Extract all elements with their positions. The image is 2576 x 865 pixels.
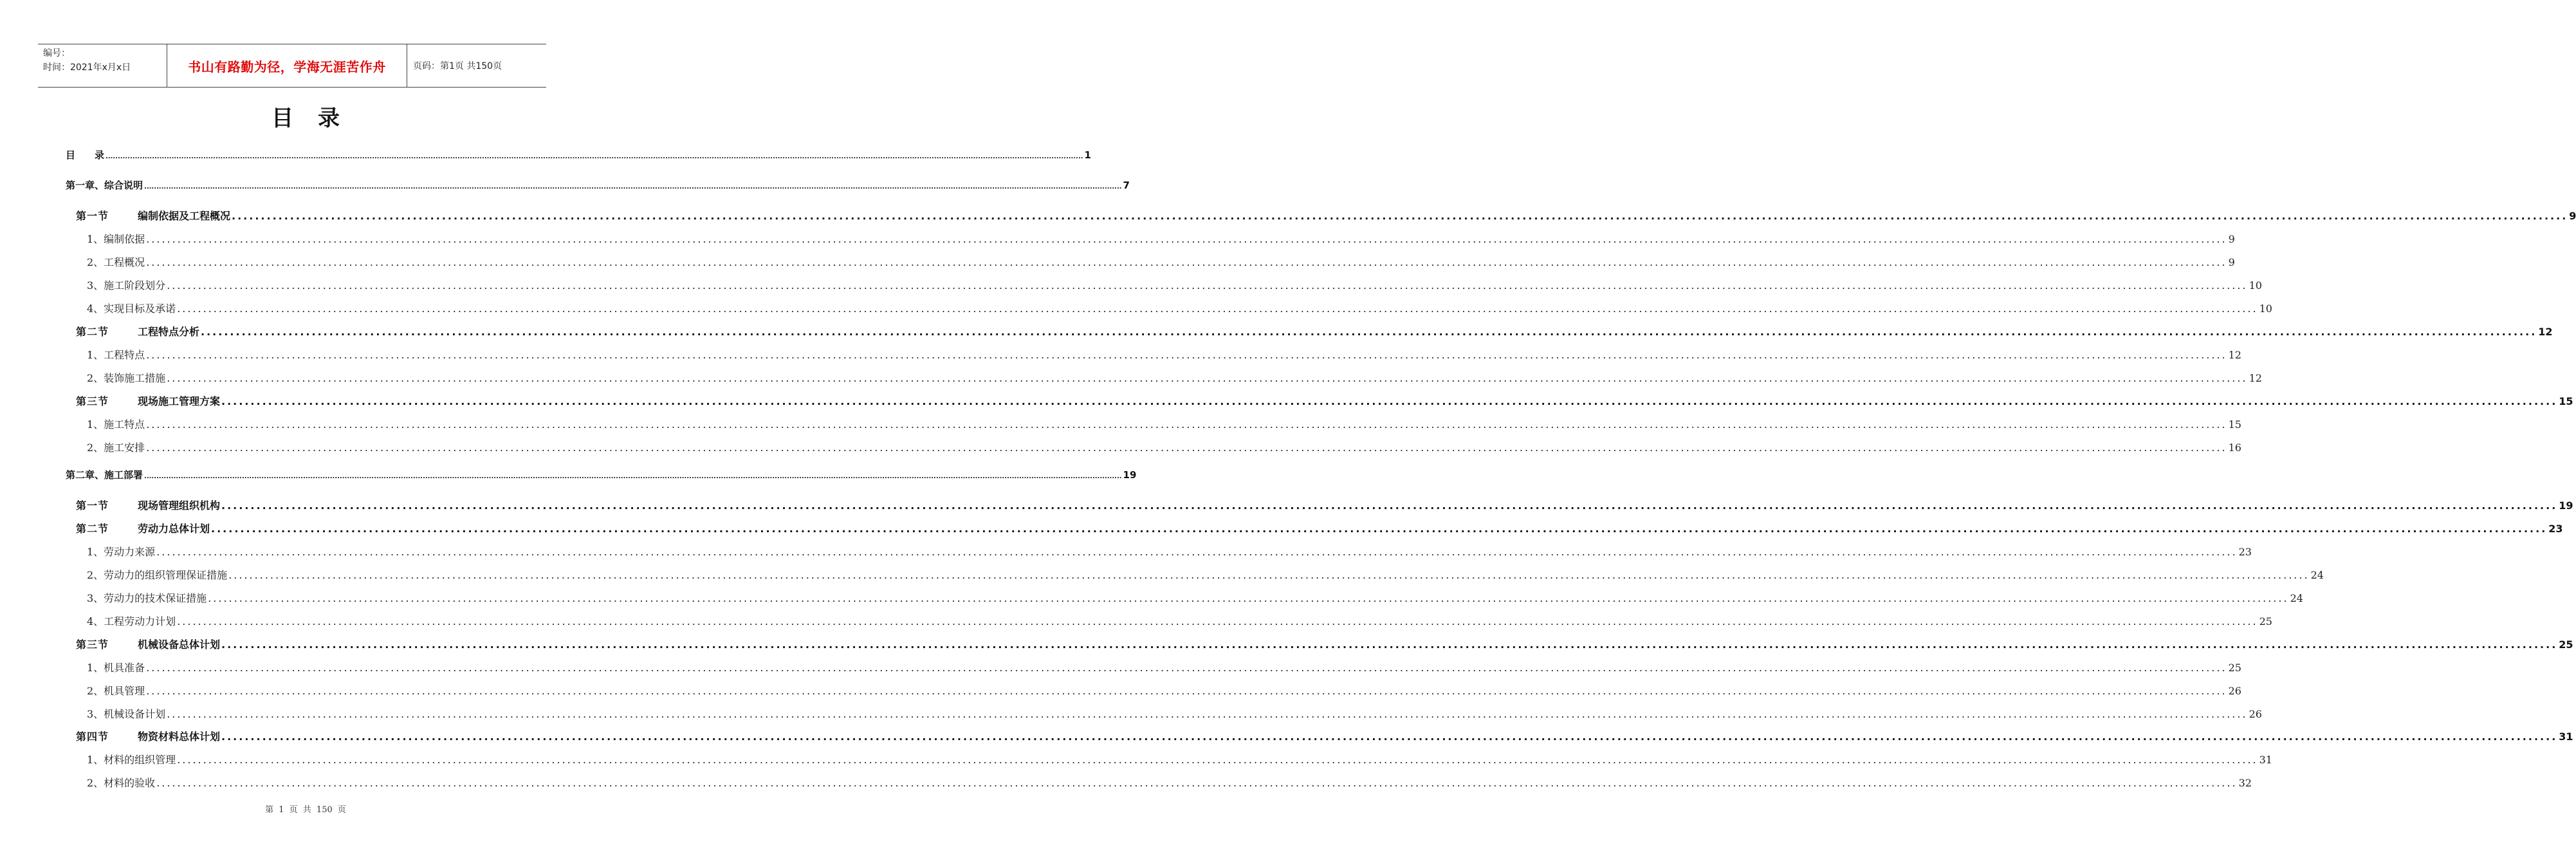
toc-leader-dots: ................................................................................................................................................................................................................................................................................................................................................................................................................ [221,395,2558,407]
toc-page-number: 19 [2559,499,2573,512]
toc-entry[interactable] [76,208,2576,223]
toc-entry-label: 1、机具准备 [87,662,145,674]
toc-leader-dots: ................................................................................................................................................................................................................................................................................................................................................................................................................ [146,233,2227,245]
toc-leader-dots: ................................................................................................................................................................................................................................................................................................................................................................................................................ [144,183,1122,191]
toc-entry-heading [76,637,220,651]
toc-section-number: 第一节 [76,499,109,512]
toc-page-number: 24 [2290,592,2303,604]
toc-entry-label: 1、工程特点 [87,349,145,361]
toc-entry-label: 1、劳动力来源 [87,546,156,558]
toc-leader-dots: ................................................................................................................................................................................................................................................................................................................................................................................................................ [177,754,2258,766]
toc-entry-label: 3、施工阶段划分 [87,279,166,292]
toc-leader-dots: ................................................................................................................................................................................................................................................................................................................................................................................................................ [146,442,2227,454]
toc-page-number: 23 [2238,546,2252,558]
toc-page-number: 25 [2259,615,2272,628]
toc-page-number: 7 [1123,180,1130,191]
toc-entry[interactable] [76,498,2573,512]
toc-leader-dots: ................................................................................................................................................................................................................................................................................................................................................................................................................ [208,592,2289,604]
toc-section-number: 第二节 [76,523,109,535]
toc-entry[interactable] [87,613,2272,628]
toc-entry-heading [76,498,220,512]
toc-entry-heading [76,521,210,535]
page-title: 目录 [271,106,364,131]
toc-entry-label: 目 录 [66,149,105,161]
toc-page-number: 12 [2538,326,2553,338]
toc-entry[interactable] [87,775,2252,790]
toc-page-number: 10 [2249,279,2262,292]
toc-entry[interactable] [66,178,1130,192]
toc-entry-label: 3、劳动力的技术保证措施 [87,592,207,604]
toc-section-number: 第三节 [76,638,109,651]
toc-entry[interactable] [76,729,2573,743]
toc-page-number: 15 [2228,418,2241,431]
toc-entry-label: 2、材料的验收 [87,777,156,789]
toc-entry[interactable] [87,277,2262,292]
toc-leader-dots: ................................................................................................................................................................................................................................................................................................................................................................................................................ [167,372,2248,384]
toc-entry-label: 1、编制依据 [87,233,145,245]
toc-entry-label: 第一章、综合说明 [66,180,143,191]
toc-leader-dots: ................................................................................................................................................................................................................................................................................................................................................................................................................ [156,546,2238,558]
header-meta [38,44,167,87]
toc-page-number: 24 [2310,569,2324,581]
toc-section-number: 第二节 [76,326,109,338]
toc-entry[interactable] [87,660,2241,674]
toc-page-number: 10 [2259,302,2272,315]
toc-entry-label: 2、劳动力的组织管理保证措施 [87,569,228,581]
toc-entry-label: 物资材料总体计划 [138,730,221,743]
toc-leader-dots: ................................................................................................................................................................................................................................................................................................................................................................................................................ [146,685,2227,697]
toc-entry-heading [76,324,199,339]
toc-entry-label: 4、工程劳动力计划 [87,615,176,628]
toc-entry-label: 现场施工管理方案 [138,395,221,407]
header-motto: 书山有路勤为径，学海无涯苦作舟 [167,44,407,87]
toc-entry-label: 编制依据及工程概况 [138,210,231,222]
toc-section-number: 第三节 [76,395,109,407]
toc-entry[interactable] [87,706,2262,721]
toc-entry-heading [76,208,230,223]
toc-entry[interactable] [76,637,2573,651]
toc-leader-dots: ................................................................................................................................................................................................................................................................................................................................................................................................................ [221,638,2558,651]
toc-entry-label: 1、材料的组织管理 [87,754,176,766]
toc-page-number: 1 [1084,149,1091,161]
toc-entry-label: 机械设备总体计划 [138,638,221,651]
toc-leader-dots: ................................................................................................................................................................................................................................................................................................................................................................................................................ [232,210,2568,222]
toc-leader-dots: ................................................................................................................................................................................................................................................................................................................................................................................................................ [221,499,2558,512]
toc-page-number: 23 [2548,523,2563,535]
toc-leader-dots: ................................................................................................................................................................................................................................................................................................................................................................................................................ [228,569,2310,581]
toc-page-number: 12 [2249,372,2262,384]
toc-leader-dots: ................................................................................................................................................................................................................................................................................................................................................................................................................ [167,279,2248,292]
toc-page-number: 25 [2559,638,2573,651]
toc-leader-dots: ................................................................................................................................................................................................................................................................................................................................................................................................................ [146,418,2227,431]
toc-page-number: 15 [2559,395,2573,407]
toc-page-number: 31 [2259,754,2272,766]
toc-entry-label: 第二章、施工部署 [66,469,143,481]
toc-entry[interactable] [87,370,2262,385]
toc-entry-label: 现场管理组织机构 [138,499,221,512]
toc-leader-dots: ................................................................................................................................................................................................................................................................................................................................................................................................................ [177,302,2258,315]
toc-entry[interactable] [87,440,2241,454]
toc-section-number: 第四节 [76,730,109,743]
toc-leader-dots: ................................................................................................................................................................................................................................................................................................................................................................................................................ [167,708,2248,720]
toc-entry[interactable] [87,752,2272,767]
toc-entry-label: 4、实现目标及承诺 [87,302,176,315]
toc-leader-dots: ................................................................................................................................................................................................................................................................................................................................................................................................................ [177,615,2258,628]
toc-page-number: 16 [2228,442,2241,454]
toc-page-number: 9 [2569,210,2576,222]
toc-page-number: 9 [2228,256,2235,268]
toc-page-number: 19 [1123,469,1137,481]
toc-entry[interactable] [76,324,2553,339]
toc-leader-dots: ................................................................................................................................................................................................................................................................................................................................................................................................................ [211,523,2548,535]
toc-page-number: 9 [2228,233,2235,245]
toc-entry-label: 1、施工特点 [87,418,145,431]
toc-page-number: 25 [2228,662,2241,674]
time-label: 时间：2021年x月x日 [43,62,131,73]
toc-page-number: 26 [2228,685,2241,697]
header-page-info: 页码：第1页 共150页 [413,61,502,71]
toc-entry[interactable] [66,468,1137,481]
toc-entry-heading [76,393,220,408]
toc-entry[interactable] [87,301,2272,315]
toc-leader-dots: ................................................................................................................................................................................................................................................................................................................................................................................................................ [146,349,2227,361]
toc-page-number: 26 [2249,708,2262,720]
toc-leader-dots: ................................................................................................................................................................................................................................................................................................................................................................................................................ [146,662,2227,674]
page-footer: 第 1 页 共 150 页 [265,805,346,815]
toc-entry-label: 2、施工安排 [87,442,145,454]
toc-leader-dots: ................................................................................................................................................................................................................................................................................................................................................................................................................ [221,730,2558,743]
toc-entry[interactable] [87,544,2252,559]
toc-leader-dots: ................................................................................................................................................................................................................................................................................................................................................................................................................ [146,256,2227,268]
code-label: 编号： [43,48,70,59]
toc-entry[interactable] [87,254,2235,269]
toc-page-number: 12 [2228,349,2241,361]
toc-leader-dots: ................................................................................................................................................................................................................................................................................................................................................................................................................ [144,473,1122,480]
toc-entry-label: 工程特点分析 [138,326,200,338]
toc-page-number: 31 [2559,730,2573,743]
toc-entry-label: 2、机具管理 [87,685,145,697]
toc-entry[interactable] [76,521,2563,535]
toc-entry[interactable] [87,590,2303,605]
toc-entry[interactable] [76,393,2573,408]
toc-entry[interactable] [66,148,1091,162]
toc-entry[interactable] [87,231,2235,246]
toc-section-number: 第一节 [76,210,109,222]
toc-entry[interactable] [87,347,2241,362]
page-header [38,44,546,88]
toc-entry-heading [76,729,220,743]
toc-entry-label: 2、装饰施工措施 [87,372,166,384]
toc-page-number: 32 [2238,777,2252,789]
toc-leader-dots: ................................................................................................................................................................................................................................................................................................................................................................................................................ [201,326,2537,338]
toc-entry-label: 劳动力总体计划 [138,523,210,535]
toc-leader-dots: ................................................................................................................................................................................................................................................................................................................................................................................................................ [156,777,2238,789]
toc-leader-dots: ................................................................................................................................................................................................................................................................................................................................................................................................................ [106,153,1083,160]
toc-entry-label: 3、机械设备计划 [87,708,166,720]
toc-entry[interactable] [87,416,2241,431]
toc-entry[interactable] [87,567,2324,582]
toc-entry-label: 2、工程概况 [87,256,145,268]
toc-entry[interactable] [87,683,2241,698]
